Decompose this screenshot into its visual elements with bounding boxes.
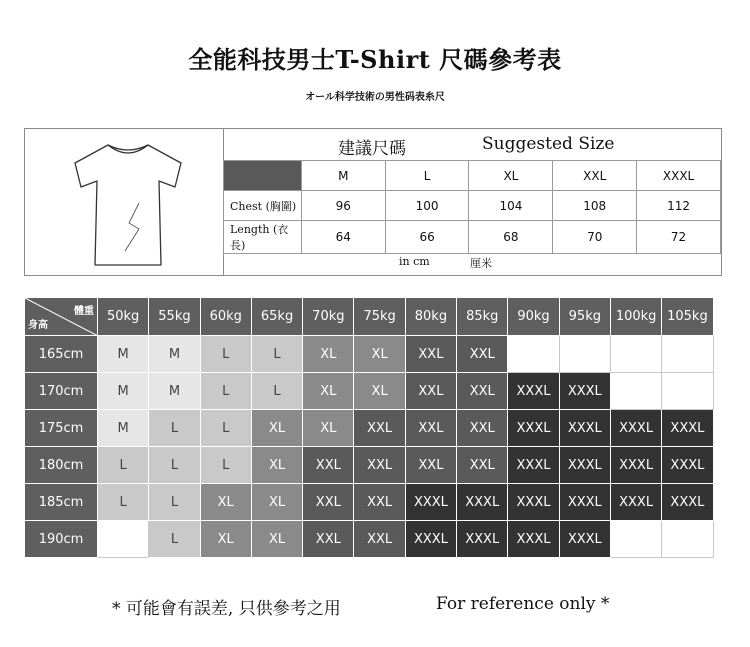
size-col-header: L bbox=[385, 161, 469, 191]
size-cell: XXXL bbox=[559, 410, 610, 447]
size-cell: XXXL bbox=[662, 410, 713, 447]
footer-note-cn: * 可能會有誤差, 只供參考之用 bbox=[112, 599, 341, 619]
size-cell: XL bbox=[251, 521, 302, 558]
unit-en: in cm bbox=[399, 255, 430, 268]
size-cell: M bbox=[98, 410, 149, 447]
chest-value: 112 bbox=[637, 191, 721, 221]
size-col-header: XXL bbox=[553, 161, 637, 191]
size-cell: XXL bbox=[457, 410, 508, 447]
size-cell: XXL bbox=[405, 410, 456, 447]
size-cell: M bbox=[149, 336, 200, 373]
size-col-header: M bbox=[301, 161, 385, 191]
size-cell: XL bbox=[251, 447, 302, 484]
size-cell: XXXL bbox=[559, 447, 610, 484]
size-cell: XXL bbox=[457, 373, 508, 410]
length-value: 70 bbox=[553, 221, 637, 254]
size-cell: XXL bbox=[405, 373, 456, 410]
weight-header: 55kg bbox=[149, 298, 200, 336]
page-subtitle: オール科学技術の男性码表糸尺 bbox=[305, 92, 445, 103]
size-cell: XL bbox=[251, 410, 302, 447]
size-cell: XXXL bbox=[508, 447, 559, 484]
size-cell: XXL bbox=[405, 447, 456, 484]
size-cell bbox=[662, 521, 713, 558]
size-cell: XL bbox=[354, 336, 405, 373]
size-cell: L bbox=[149, 447, 200, 484]
size-cell: L bbox=[251, 373, 302, 410]
size-cell: XL bbox=[303, 336, 354, 373]
length-value: 64 bbox=[301, 221, 385, 254]
height-header: 185cm bbox=[25, 484, 98, 521]
size-cell: XL bbox=[251, 484, 302, 521]
chest-value: 96 bbox=[301, 191, 385, 221]
size-cell: XL bbox=[354, 373, 405, 410]
size-cell: XXL bbox=[354, 410, 405, 447]
corner-height-label: 身高 bbox=[28, 320, 48, 331]
grid-corner-cell bbox=[25, 298, 98, 336]
size-cell: XXXL bbox=[405, 521, 456, 558]
size-cell: XXXL bbox=[662, 484, 713, 521]
weight-header: 100kg bbox=[610, 298, 661, 336]
size-corner-cell bbox=[224, 161, 302, 191]
weight-height-grid bbox=[24, 297, 714, 558]
size-cell bbox=[508, 336, 559, 373]
size-cell bbox=[662, 373, 713, 410]
size-cell bbox=[610, 373, 661, 410]
size-cell bbox=[559, 336, 610, 373]
size-cell: XXXL bbox=[559, 373, 610, 410]
size-cell: M bbox=[98, 336, 149, 373]
weight-header: 75kg bbox=[354, 298, 405, 336]
size-cell: XXXL bbox=[662, 447, 713, 484]
corner-weight-label: 體重 bbox=[74, 306, 94, 317]
size-chart-header bbox=[223, 129, 721, 161]
size-cell: XXXL bbox=[508, 521, 559, 558]
size-chart bbox=[24, 128, 722, 276]
height-header: 170cm bbox=[25, 373, 98, 410]
suggested-size-cn: 建議尺碼 bbox=[338, 139, 406, 159]
size-cell: L bbox=[200, 336, 251, 373]
tshirt-icon bbox=[63, 139, 193, 269]
weight-header: 50kg bbox=[98, 298, 149, 336]
size-cell: L bbox=[149, 521, 200, 558]
page-title: 全能科技男士T-Shirt 尺碼參考表 bbox=[188, 45, 562, 74]
grid-row bbox=[25, 447, 714, 484]
size-cell: M bbox=[98, 373, 149, 410]
size-cell: XXXL bbox=[457, 484, 508, 521]
size-cell: XXXL bbox=[508, 410, 559, 447]
size-cell: XXXL bbox=[508, 484, 559, 521]
grid-row bbox=[25, 484, 714, 521]
size-cell: XXL bbox=[303, 484, 354, 521]
grid-row bbox=[25, 410, 714, 447]
size-cell: XXL bbox=[354, 521, 405, 558]
size-cell: XL bbox=[303, 373, 354, 410]
size-cell: L bbox=[251, 336, 302, 373]
size-cell: XXXL bbox=[559, 521, 610, 558]
size-cell: XXL bbox=[303, 447, 354, 484]
size-cell: XXXL bbox=[457, 521, 508, 558]
size-col-header: XL bbox=[469, 161, 553, 191]
length-value: 66 bbox=[385, 221, 469, 254]
size-cell: L bbox=[200, 447, 251, 484]
tshirt-illustration bbox=[25, 129, 224, 275]
size-cell: XXXL bbox=[559, 484, 610, 521]
size-cell: XXL bbox=[457, 447, 508, 484]
size-header-row bbox=[224, 161, 721, 191]
length-value: 68 bbox=[469, 221, 553, 254]
weight-header: 80kg bbox=[405, 298, 456, 336]
grid-row bbox=[25, 336, 714, 373]
size-cell: L bbox=[98, 484, 149, 521]
size-cell bbox=[662, 336, 713, 373]
unit-cn: 厘米 bbox=[470, 257, 492, 270]
footer-note-en: For reference only * bbox=[436, 594, 610, 614]
grid-body bbox=[25, 298, 714, 558]
weight-header: 60kg bbox=[200, 298, 251, 336]
size-cell: XL bbox=[303, 410, 354, 447]
chest-row bbox=[224, 191, 721, 221]
size-cell: L bbox=[149, 410, 200, 447]
height-header: 190cm bbox=[25, 521, 98, 558]
size-cell: XXXL bbox=[610, 447, 661, 484]
unit-row bbox=[223, 247, 721, 275]
size-cell: L bbox=[98, 447, 149, 484]
height-header: 180cm bbox=[25, 447, 98, 484]
chest-label: Chest (胸圍) bbox=[224, 191, 302, 221]
chest-value: 104 bbox=[469, 191, 553, 221]
size-col-header: XXXL bbox=[637, 161, 721, 191]
size-cell: XXXL bbox=[508, 373, 559, 410]
size-cell: XL bbox=[200, 484, 251, 521]
size-cell bbox=[98, 521, 149, 558]
size-cell: XXL bbox=[405, 336, 456, 373]
size-cell: L bbox=[149, 484, 200, 521]
length-label: Length (衣長) bbox=[224, 221, 302, 254]
suggested-size-en: Suggested Size bbox=[482, 134, 615, 154]
weight-header: 70kg bbox=[303, 298, 354, 336]
size-cell: M bbox=[149, 373, 200, 410]
size-cell: XXL bbox=[354, 447, 405, 484]
grid-header-row bbox=[25, 298, 714, 336]
chest-value: 100 bbox=[385, 191, 469, 221]
size-cell: L bbox=[200, 410, 251, 447]
size-cell: L bbox=[200, 373, 251, 410]
size-cell: XXL bbox=[354, 484, 405, 521]
grid-row bbox=[25, 521, 714, 558]
size-cell: XXL bbox=[303, 521, 354, 558]
height-header: 175cm bbox=[25, 410, 98, 447]
size-cell: XXXL bbox=[610, 410, 661, 447]
weight-header: 65kg bbox=[251, 298, 302, 336]
size-cell bbox=[610, 336, 661, 373]
size-cell: XL bbox=[200, 521, 251, 558]
weight-header: 95kg bbox=[559, 298, 610, 336]
grid-row bbox=[25, 373, 714, 410]
size-cell: XXXL bbox=[405, 484, 456, 521]
height-header: 165cm bbox=[25, 336, 98, 373]
size-cell bbox=[610, 521, 661, 558]
weight-header: 105kg bbox=[662, 298, 713, 336]
size-measure-table bbox=[223, 160, 721, 254]
chest-value: 108 bbox=[553, 191, 637, 221]
size-cell: XXL bbox=[457, 336, 508, 373]
size-cell: XXXL bbox=[610, 484, 661, 521]
length-value: 72 bbox=[637, 221, 721, 254]
weight-header: 85kg bbox=[457, 298, 508, 336]
weight-header: 90kg bbox=[508, 298, 559, 336]
